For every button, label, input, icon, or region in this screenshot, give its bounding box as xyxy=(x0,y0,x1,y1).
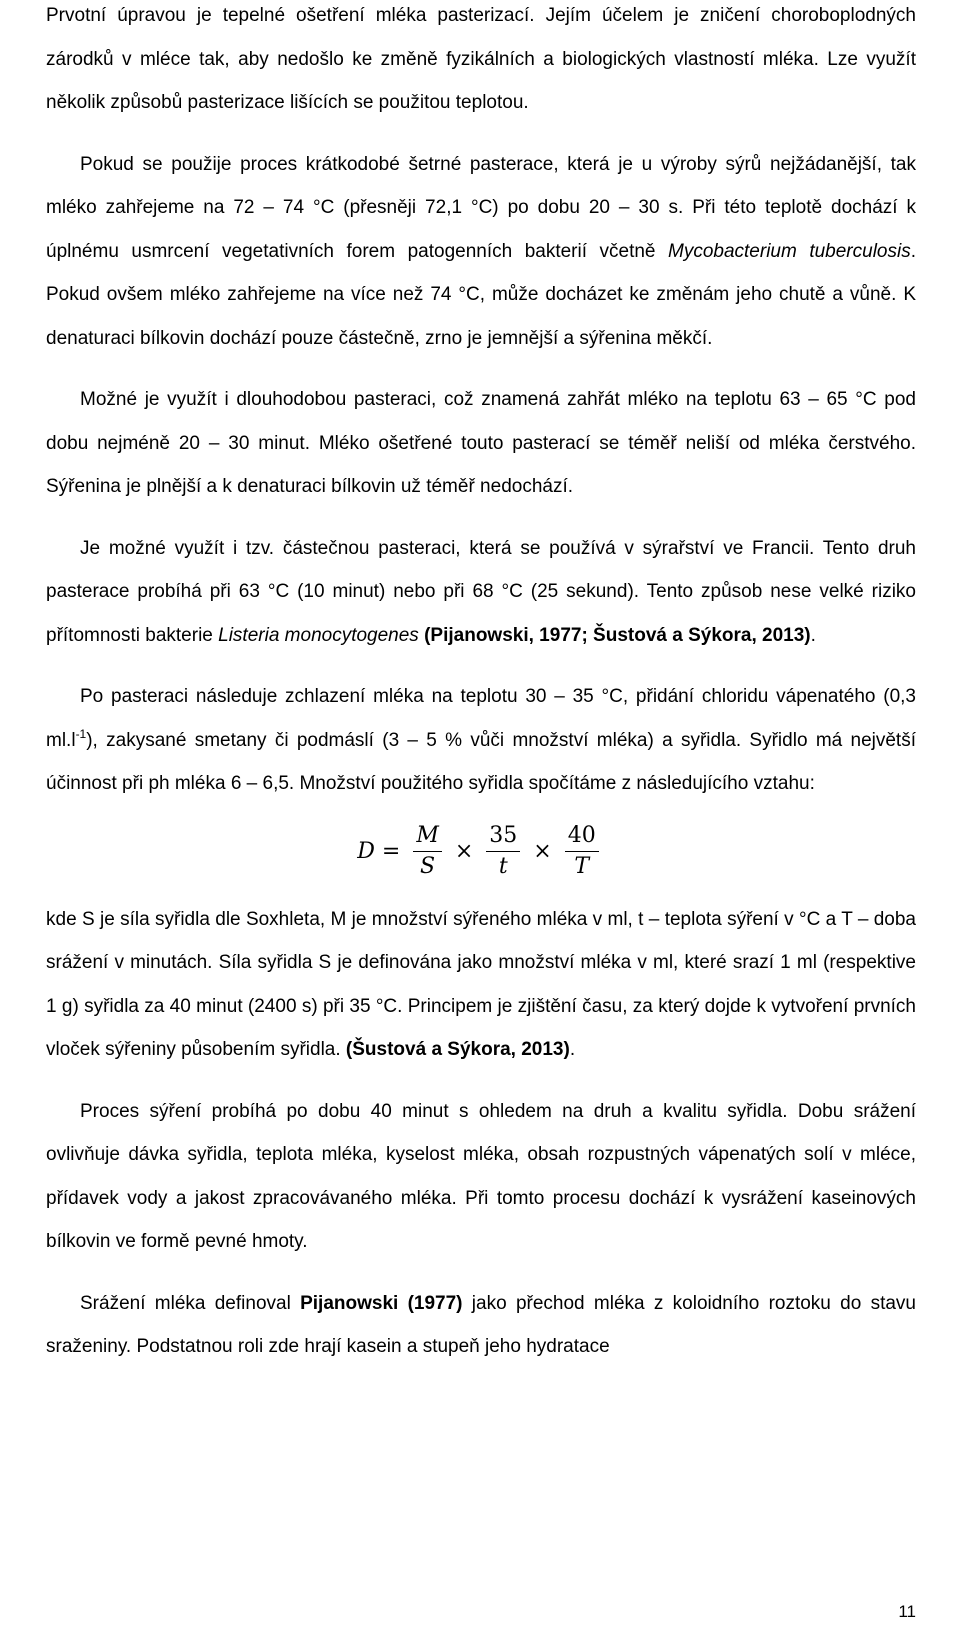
formula-equals: = xyxy=(381,839,401,864)
fraction-m-over-s: $\frac{M}{S}$ xyxy=(413,823,442,880)
paragraph-cooling-and-rennet: Po pasteraci následuje zchlazení mléka na teplotu 30 – 35 °C, přidání chloridu vápenatého (0,3 $ml.l^{-1}$), zakysané smetany či podmáslí (3 – 5 % vůči množství mléka) a syřidla. Syřidlo má největší účinnost při ph mléka 6 – 6,5. Množství použitého syřidla spočítáme z následujícího vztahu: xyxy=(46,686,916,794)
species-name: Mycobacterium tuberculosis xyxy=(668,240,911,262)
paragraph-rennet-process: Proces sýření probíhá po dobu 40 minut s ohledem na druh a kvalitu syřidla. Dobu srážení ovlivňuje dávka syřidla, teplota mléka, kyselost mléka, obsah rozpustných vápenatých solí v mléce, přídavek vody a jakost zpracovávaného mléka. Při tomto procesu dochází k vysrážení kaseinových bílkovin ve formě pevné hmoty. xyxy=(46,1100,916,1252)
citation: (Šustová a Sýkora, 2013) xyxy=(345,1039,570,1060)
formula-times: × xyxy=(454,839,474,864)
formula-times: × xyxy=(533,839,552,864)
species-name: Listeria monocytogenes xyxy=(218,624,419,646)
citation: (Pijanowski, 1977; Šustová a Sýkora, 2013) xyxy=(424,624,811,646)
paragraph-text: Prvotní úpravou je tepelné ošetření mléka pasterizací. Jejím účelem je zničení choroboplodných zárodků v mléce tak, aby nedošlo ke změně fyzikálních a biologických vlastností mléka. Lze využít několik způsobů pasterizace lišících se použitou teplotou. xyxy=(46,5,916,113)
paragraph-long-pasteurization: Možné je využít i dlouhodobou pasteraci, což znamená zahřát mléko na teplotu 63 – 65 °C pod dobu nejméně 20 – 30 minut. Mléko ošetřené touto pasterací se téměř neliší od mléka čerstvého. Sýřenina je plnější a k denaturaci bílkovin už téměř nedochází. xyxy=(46,389,916,497)
citation: Pijanowski (1977) xyxy=(300,1292,463,1314)
fraction-35-over-t: $\frac{35}{t}$ xyxy=(486,823,520,880)
rennet-formula xyxy=(46,806,916,898)
superscript: -1 xyxy=(75,726,87,741)
formula-lhs: D xyxy=(357,839,375,864)
paragraph-coagulation-definition: Srážení mléka definoval Pijanowski (1977) jako přechod mléka z koloidního roztoku do stavu sraženiny. Podstatnou roli zde hrají kasein a stupeň jeho hydratace xyxy=(46,1292,917,1357)
page-number: 11 xyxy=(898,1602,916,1621)
paragraph-short-pasteurization: Pokud se použije proces krátkodobé šetrné pasterace, která je u výroby sýrů nejžádanější, tak mléko zahřejeme na 72 – 74 °C (přesněji 72,1 °C) po dobu 20 – 30 s. Při této teplotě dochází k úplnému usmrcení vegetativních forem patogenních bakterií včetně Mycobacterium tuberculosis. Pokud ovšem mléko zahřejeme na více než 74 °C, může docházet ke změnám jeho chutě a vůně. K denaturaci bílkovin dochází pouze částečně, zrno je jemnější a sýřenina měkčí. xyxy=(46,153,916,349)
fraction-40-over-t: $\frac{40}{T}$ xyxy=(565,823,599,880)
paragraph-partial-pasteurization: Je možné využít i tzv. částečnou pasteraci, která se používá v sýrařství ve Francii. Tento druh pasterace probíhá při 63 °C (10 minut) nebo při 68 °C (25 sekund). Tento způsob nese velké riziko přítomnosti bakterie Listeria monocytogenes (Pijanowski, 1977; Šustová a Sýkora, 2013). xyxy=(46,537,916,646)
paragraph-pasterization-intro xyxy=(46,0,916,125)
paragraph-formula-explanation: kde S je síla syřidla dle Soxhleta, M je množství sýřeného mléka v ml, t – teplota sýření v °C a T – doba srážení v minutách. Síla syřidla S je definována jako množství mléka v ml, které srazí 1 ml (respektive 1 g) syřidla za 40 minut (2400 s) při 35 °C. Principem je zjištění času, za který dojde k vytvoření prvních vloček sýřeniny působením syřidla. (Šustová a Sýkora, 2013). xyxy=(46,908,916,1060)
